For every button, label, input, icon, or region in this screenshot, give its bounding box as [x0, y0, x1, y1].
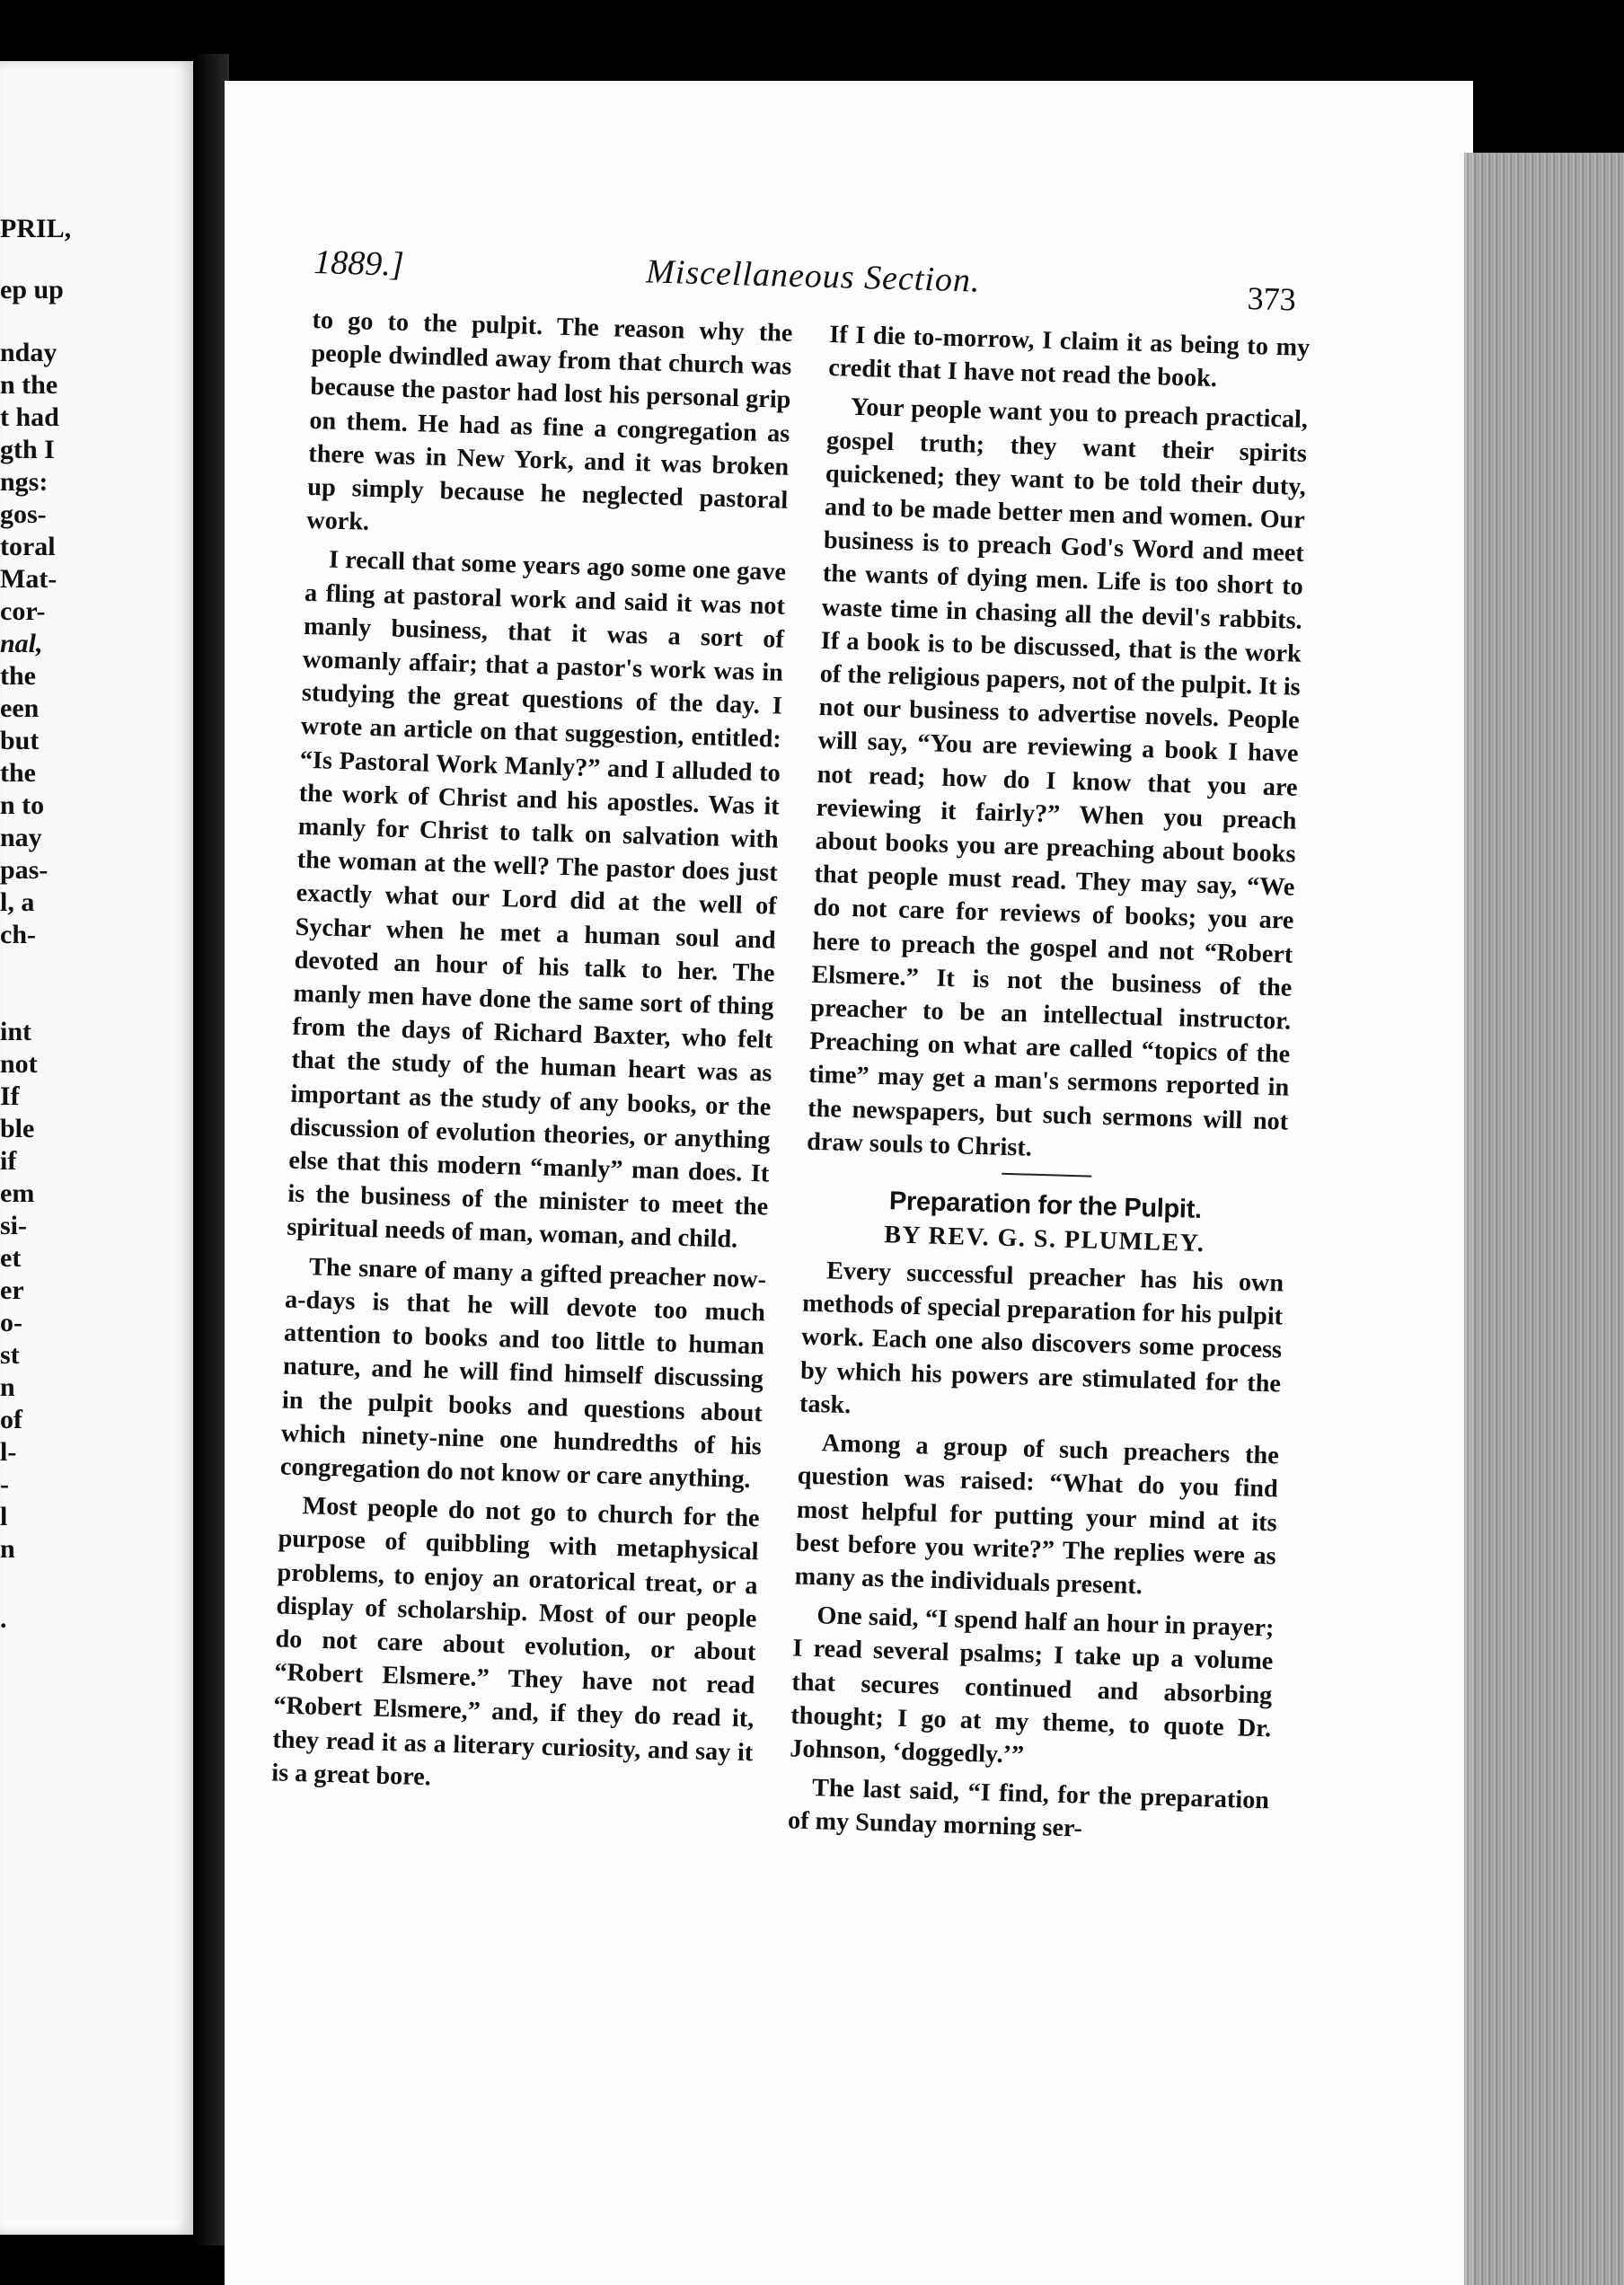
left-page-text-fragment: gth I	[0, 435, 55, 464]
left-page-text-fragment: toral	[0, 532, 56, 561]
page-text-block	[260, 243, 1410, 2203]
left-page-text-fragment: ch-	[0, 920, 36, 949]
left-page-fragment	[0, 61, 193, 2235]
book-page-edges	[1464, 153, 1624, 2285]
left-page-text-fragment: l-	[0, 1437, 17, 1467]
left-page-text-fragment: n	[0, 1534, 15, 1564]
left-page-text-fragment: if	[0, 1146, 17, 1176]
left-page-text-fragment: Mat-	[0, 564, 57, 594]
left-page-text-fragment: nal,	[0, 629, 43, 658]
article-byline: BY REV. G. S. PLUMLEY.	[883, 1221, 1205, 1258]
left-page-text-fragment: n	[0, 1372, 15, 1402]
left-page-text-fragment: of	[0, 1405, 22, 1434]
left-page-text-fragment: PRIL,	[0, 214, 72, 243]
paragraph: The last said, “I find, for the preparation of my Sunday morning ser-	[787, 1774, 1270, 1843]
paragraph: Among a group of such preachers the question was raised: “What do you find most helpful for putting your mind at its best before you write?” The replies were as many as the individuals present.	[794, 1429, 1280, 1601]
left-page-text-fragment: n the	[0, 370, 58, 400]
paragraph: Most people do not go to church for the purpose of quibbling with metaphysical problems, to enjoy an oratorical treat, or a display of scholarship. Most of our people do not care about evolution, or about “Robert Elsmere.” They have not read “Robert Elsmere,” and, if they do read it, they read it as a literary curiosity, and say it is a great bore.	[270, 1492, 760, 1792]
left-page-text-fragment: nday	[0, 338, 57, 367]
section-divider	[1002, 1173, 1091, 1178]
running-head-title: Miscellaneous Section.	[645, 252, 982, 300]
left-page-text-fragment: int	[0, 1017, 32, 1046]
left-page-text-fragment: l, a	[0, 887, 35, 917]
paragraph: to go to the pulpit. The reason why the people dwindled away from that church was because the pastor had lost his personal grip on them. He had as fine a congregation as there was in New York, and it was broken up simply because he neglected pastoral work.	[305, 305, 793, 537]
running-head-year: 1889.]	[313, 243, 405, 284]
left-page-text-fragment: een	[0, 693, 40, 723]
left-page-text-fragment: ngs:	[0, 467, 49, 497]
paragraph: If I die to-morrow, I claim it as being to my credit that I have not read the book.	[827, 321, 1311, 393]
left-page-text-fragment: er	[0, 1275, 24, 1305]
left-page-text-fragment: If	[0, 1081, 20, 1111]
right-column	[787, 318, 1310, 1857]
left-column	[271, 304, 793, 1808]
left-page-text-fragment: gos-	[0, 499, 47, 529]
left-page-text-fragment: si-	[0, 1211, 27, 1240]
book-gutter	[193, 54, 229, 2245]
article-heading: Preparation for the Pulpit.	[888, 1187, 1203, 1225]
left-page-text-fragment: .	[0, 1604, 7, 1634]
left-page-text-fragment: n to	[0, 790, 45, 820]
left-page-text-fragment: st	[0, 1340, 20, 1370]
left-page-text-fragment: the	[0, 661, 36, 691]
paragraph: Your people want you to preach practical, gospel truth; they want their spirits quickened; they want to be told their duty, and to be made better men and women. Our business is to preach God's Word and meet the wants of dying men. Life is too short to waste time in chasing all the devil's rabbits. If a book is to be discussed, that is the work of the religious papers, not of the pulpit. It is not our business to advertise novels. People will say, “You are reviewing a book I have not read; how do I know that you are reviewing it fairly?” When you preach about books you are preaching about books that people must read. They may say, “We do not care for reviews of books; you are here to preach the gospel and not “Robert Elsmere.” It is not the business of the preacher to be an intellectual instructor. Preaching on what are called “topics of the time” may get a man's sermons reported in the newspapers, but such sermons will not draw souls to Christ.	[806, 393, 1309, 1162]
paragraph: I recall that some years ago some one gave a fling at pastoral work and said it was not manly business, that it was a sort of womanly affair; that a pastor's work was in studying the great questions of the day. I wrote an article on that suggestion, entitled: “Is Pastoral Work Manly?” and I alluded to the work of Christ and his apostles. Was it manly for Christ to talk on salvation with the woman at the well? The pastor does just exactly what our Lord did at the well of Sychar when he met a human soul and devoted an hour of his talk to her. The manly men have done the same sort of thing from the days of Richard Baxter, who felt that the study of the human heart was as important as the study of any books, or the discussion of evolution theories, or anything else that this modern “manly” man does. It is the business of the minister to meet the spiritual needs of man, woman, and child.	[286, 546, 787, 1255]
left-page-text-fragment: o-	[0, 1308, 22, 1337]
left-page-text-fragment: pas-	[0, 855, 49, 885]
paragraph: The snare of many a gifted preacher now-a-days is that he will devote too much attention to books and too little to human nature, and he will find himself discussing in the pulpit books and questions about which ninety-nine one hundredths of his congregation do not know or care anything.	[279, 1252, 767, 1494]
left-page-text-fragment: not	[0, 1049, 38, 1079]
left-page-text-fragment: ep up	[0, 275, 64, 304]
left-page-text-fragment: t had	[0, 402, 59, 432]
paragraph: One said, “I spend half an hour in prayer; I read several psalms; I take up a volume that secures continued and absorbing thought; I go at my theme, to quote Dr. Johnson, ‘doggedly.’”	[789, 1601, 1275, 1769]
paragraph: Every successful preacher has his own methods of special preparation for his pulpit work. Each one also discovers some process by which his powers are stimulated for the task.	[799, 1257, 1284, 1420]
left-page-text-fragment: nay	[0, 823, 42, 852]
left-page-text-fragment: but	[0, 726, 40, 755]
left-page-text-fragment: -	[0, 1469, 9, 1499]
left-page-text-fragment: l	[0, 1502, 8, 1531]
left-page-text-fragment: cor-	[0, 596, 46, 626]
left-page-text-fragment: et	[0, 1243, 22, 1273]
left-page-text-fragment: the	[0, 758, 36, 788]
page-number: 373	[1247, 280, 1297, 318]
left-page-text-fragment: em	[0, 1178, 35, 1208]
left-page-text-fragment: ble	[0, 1114, 35, 1143]
